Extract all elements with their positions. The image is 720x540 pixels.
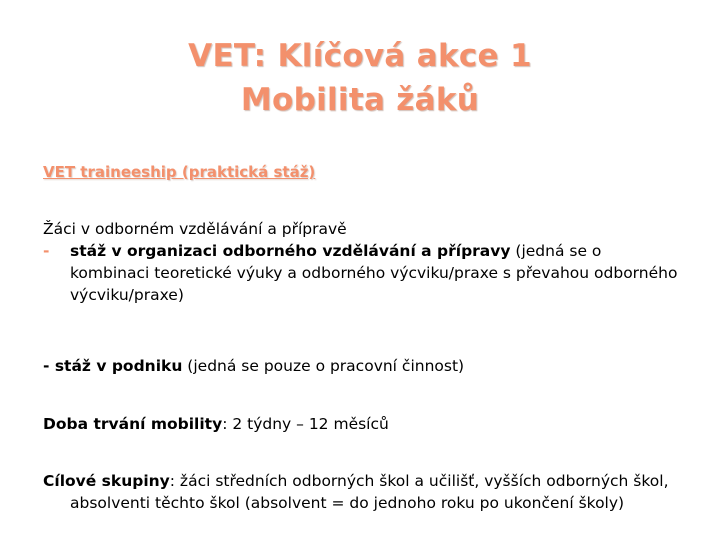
company-internship-bold: - stáž v podniku bbox=[43, 357, 183, 375]
company-internship-rest: (jedná se pouze o pracovní činnost) bbox=[182, 357, 465, 375]
title-line-2: Mobilita žáků bbox=[240, 82, 480, 118]
duration-value: : 2 týdny – 12 měsíců bbox=[222, 415, 389, 433]
bullet-item-training-organization bbox=[43, 240, 683, 306]
target-groups-value: : žáci středních odborných škol a učilišť, vyšších odborných škol, absolventi těchto škol (absolvent = do jednoho roku po ukončení školy) bbox=[70, 472, 669, 512]
target-groups-label: Cílové skupiny bbox=[43, 472, 170, 490]
section-company-internship bbox=[43, 355, 683, 377]
slide-title bbox=[0, 34, 720, 122]
section-students-heading: Žáci v odborném vzdělávání a přípravě bbox=[43, 220, 347, 238]
duration-label: Doba trvání mobility bbox=[43, 415, 223, 433]
title-line-1: VET: Klíčová akce 1 bbox=[188, 38, 532, 74]
bullet-bold-text: stáž v organizaci odborného vzdělávání a přípravy bbox=[70, 242, 511, 260]
section-students bbox=[43, 218, 683, 306]
bullet-dash: - bbox=[43, 242, 50, 260]
bullet-rest-text: (jedná se o kombinaci teoretické výuky a odborného výcviku/praxe s převahou odborného výcviku/praxe) bbox=[70, 242, 678, 304]
section-target-groups bbox=[43, 470, 710, 514]
section-duration bbox=[43, 413, 683, 435]
slide-subtitle: VET traineeship (praktická stáž) bbox=[43, 163, 316, 181]
